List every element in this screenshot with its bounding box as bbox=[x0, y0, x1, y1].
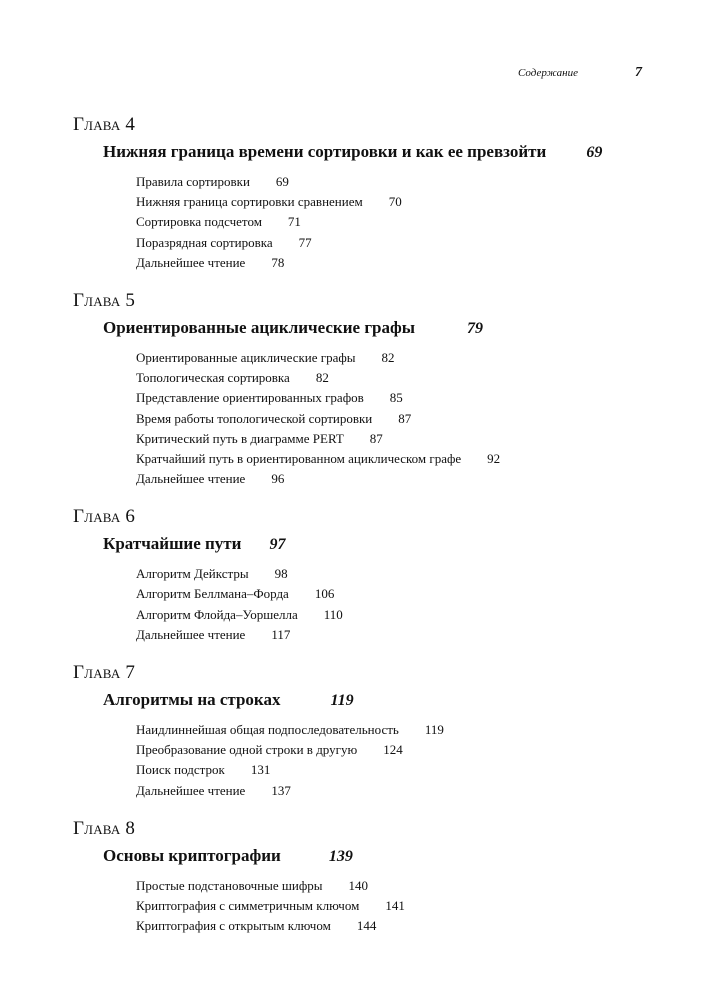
section-page-number: 137 bbox=[271, 782, 291, 798]
chapter-title: Нижняя граница времени сортировки и как ее превзойти bbox=[103, 142, 547, 161]
section-page-number: 87 bbox=[398, 410, 412, 426]
section-title: Криптография с симметричным ключом bbox=[136, 897, 360, 913]
chapter-title-row[interactable] bbox=[103, 532, 673, 556]
section-title: Наидлиннейшая общая подпоследовательность bbox=[136, 722, 399, 737]
section-page-number: 82 bbox=[315, 370, 329, 386]
section-list bbox=[136, 876, 673, 937]
chapter-title-row[interactable] bbox=[103, 844, 673, 868]
section-list bbox=[136, 720, 673, 801]
section-page-number: 77 bbox=[298, 234, 312, 250]
section-list bbox=[136, 172, 673, 273]
section-title: Ориентированные ациклические графы bbox=[136, 349, 356, 365]
section-page-number: 82 bbox=[381, 349, 395, 365]
section-page-number: 96 bbox=[271, 471, 285, 487]
section-entry[interactable] bbox=[136, 760, 673, 780]
section-title: Криптография с открытым ключом bbox=[136, 918, 331, 934]
section-entry[interactable] bbox=[136, 625, 673, 645]
section-entry[interactable] bbox=[136, 605, 673, 625]
chapter-title: Ориентированные ациклические графы bbox=[103, 317, 416, 337]
section-title: Дальнейшее чтение bbox=[136, 254, 246, 270]
section-entry[interactable] bbox=[136, 916, 673, 936]
section-entry[interactable] bbox=[136, 781, 673, 801]
section-entry[interactable] bbox=[136, 469, 673, 489]
section-entry[interactable] bbox=[136, 720, 673, 740]
section-entry[interactable] bbox=[136, 172, 673, 192]
section-page-number: 85 bbox=[389, 390, 403, 406]
section-title: Поиск подстрок bbox=[136, 762, 225, 778]
section-entry[interactable] bbox=[136, 409, 673, 429]
section-page-number: 78 bbox=[271, 254, 285, 270]
section-entry[interactable] bbox=[136, 429, 673, 449]
chapter-block bbox=[73, 505, 673, 645]
section-title: Кратчайший путь в ориентированном ациклическом графе bbox=[136, 450, 462, 466]
section-page-number: 141 bbox=[385, 897, 405, 913]
section-title: Сортировка подсчетом bbox=[136, 214, 262, 230]
section-page-number: 98 bbox=[274, 566, 288, 582]
section-page-number: 119 bbox=[424, 722, 444, 737]
chapter-title: Кратчайшие пути bbox=[103, 534, 242, 554]
section-entry[interactable] bbox=[136, 584, 673, 604]
chapter-title: Основы криптографии bbox=[103, 845, 281, 865]
section-title: Нижняя граница сортировки сравнением bbox=[136, 194, 363, 210]
running-head-title: Содержание bbox=[517, 67, 578, 79]
section-title: Поразрядная сортировка bbox=[136, 234, 273, 250]
section-page-number: 71 bbox=[287, 214, 301, 230]
chapter-title: Алгоритмы на строках bbox=[103, 690, 281, 709]
section-title: Правила сортировки bbox=[136, 174, 250, 189]
chapter-block bbox=[73, 817, 673, 937]
section-title: Время работы топологической сортировки bbox=[136, 410, 373, 426]
section-entry[interactable] bbox=[136, 896, 673, 916]
section-list bbox=[136, 564, 673, 645]
section-title: Дальнейшее чтение bbox=[136, 782, 246, 798]
chapter-page-number: 69 bbox=[586, 144, 603, 161]
section-entry[interactable] bbox=[136, 348, 673, 368]
section-entry[interactable] bbox=[136, 368, 673, 388]
chapter-label: Глава 5 bbox=[73, 289, 136, 311]
section-entry[interactable] bbox=[136, 564, 673, 584]
running-head bbox=[0, 66, 714, 82]
chapter-page-number: 97 bbox=[269, 536, 286, 554]
section-entry[interactable] bbox=[136, 449, 673, 469]
chapter-label: Глава 8 bbox=[73, 817, 136, 839]
section-page-number: 124 bbox=[383, 742, 403, 758]
section-title: Алгоритм Беллмана–Форда bbox=[136, 586, 289, 602]
section-title: Дальнейшее чтение bbox=[136, 626, 246, 642]
section-entry[interactable] bbox=[136, 740, 673, 760]
section-page-number: 140 bbox=[348, 877, 369, 893]
section-title: Топологическая сортировка bbox=[136, 370, 290, 386]
chapter-page-number: 119 bbox=[330, 692, 354, 709]
section-page-number: 117 bbox=[271, 626, 291, 642]
section-title: Критический путь в диаграмме PERT bbox=[136, 430, 344, 446]
section-entry[interactable] bbox=[136, 192, 673, 212]
chapter-title-row[interactable] bbox=[103, 140, 673, 164]
chapter-title-row[interactable] bbox=[103, 316, 673, 340]
section-page-number: 106 bbox=[314, 586, 335, 602]
table-of-contents bbox=[73, 113, 673, 952]
chapter-block bbox=[73, 661, 673, 801]
chapter-title-row[interactable] bbox=[103, 688, 673, 712]
section-page-number: 69 bbox=[275, 174, 289, 189]
chapter-block bbox=[73, 113, 673, 273]
chapter-page-number: 79 bbox=[467, 319, 484, 337]
section-page-number: 87 bbox=[369, 430, 383, 446]
section-title: Алгоритм Дейкстры bbox=[136, 566, 249, 582]
section-entry[interactable] bbox=[136, 876, 673, 896]
section-title: Алгоритм Флойда–Уоршелла bbox=[136, 606, 298, 622]
section-page-number: 70 bbox=[388, 194, 402, 210]
section-page-number: 131 bbox=[250, 762, 271, 778]
section-page-number: 144 bbox=[356, 918, 377, 934]
section-page-number: 110 bbox=[323, 606, 343, 622]
page-number: 7 bbox=[635, 65, 642, 80]
chapter-label: Глава 4 bbox=[73, 114, 136, 135]
chapter-block bbox=[73, 289, 673, 489]
section-list bbox=[136, 348, 673, 489]
chapter-label: Глава 7 bbox=[73, 662, 136, 683]
section-title: Преобразование одной строки в другую bbox=[136, 742, 358, 758]
chapter-page-number: 139 bbox=[328, 847, 353, 865]
section-entry[interactable] bbox=[136, 233, 673, 253]
section-page-number: 92 bbox=[487, 450, 501, 466]
section-title: Представление ориентированных графов bbox=[136, 390, 364, 406]
section-entry[interactable] bbox=[136, 212, 673, 232]
section-entry[interactable] bbox=[136, 388, 673, 408]
section-entry[interactable] bbox=[136, 253, 673, 273]
chapter-label: Глава 6 bbox=[73, 506, 136, 528]
section-title: Дальнейшее чтение bbox=[136, 471, 246, 487]
section-title: Простые подстановочные шифры bbox=[136, 877, 323, 893]
